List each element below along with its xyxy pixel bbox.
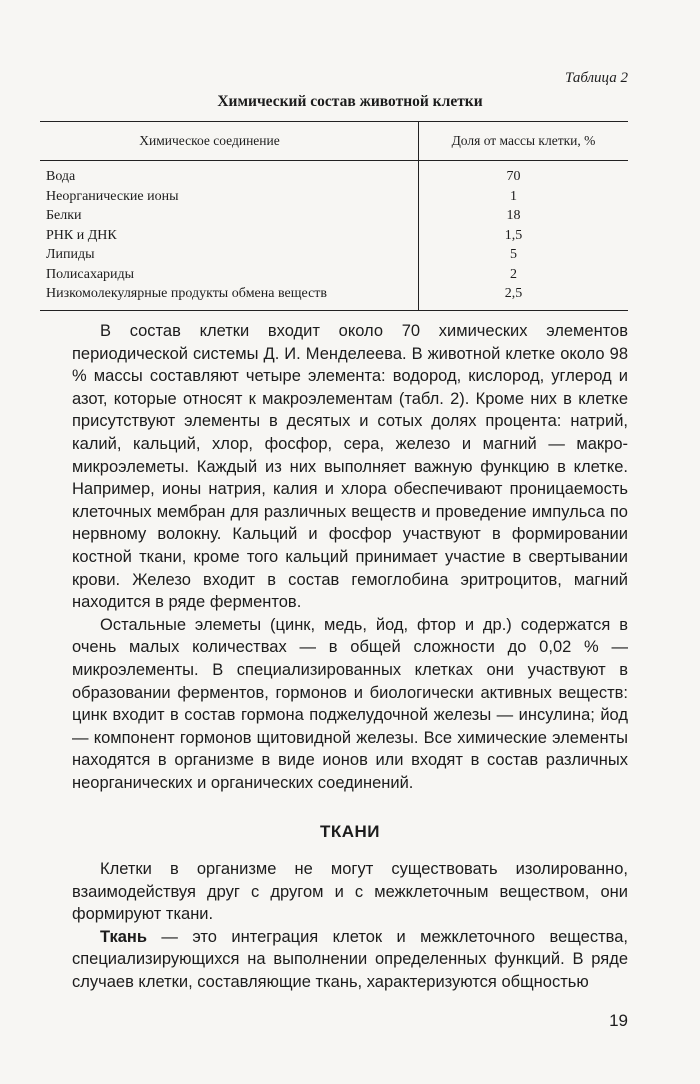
mass-share: 2,5 — [419, 284, 629, 310]
mass-share: 5 — [510, 247, 517, 262]
table-title: Химический состав животной клетки — [217, 93, 483, 110]
mass-share: 70 — [506, 169, 521, 184]
mass-share: 1,5 — [504, 227, 523, 243]
mass-share: 18 — [506, 208, 521, 223]
table-row — [40, 265, 628, 285]
compound-name: РНК и ДНК — [40, 226, 419, 246]
mass-share: 2 — [510, 266, 517, 282]
paragraph-elements: В состав клетки входит около 70 химических элементов периодической системы Д. И. Менделеева. В животной клетке около 98 % массы составляют четыре элемента: водород, кислород, углерод и азот, которые относят к макроэлементам (табл. 2). Кроме них в клетке присутствуют элементы в десятых и сотых долях процента: натрий, калий, кальций, хлор, фосфор, сера, железо и магний — макро-микроэлеметы. Каждый из них выполняет важную функцию в клетке. Например, ионы натрия, калия и хлора обеспечивают проницаемость клеточных мембран для различных веществ и проведение импульса по нервному волокну. Кальций и фосфор участвуют в формировании костной ткани, кроме того кальций принимает участие в свертывании крови. Железо входит в состав гемоглобина эритроцитов, магний находится в ряде ферментов. — [72, 322, 628, 612]
definition-text: — это интеграция клеток и межклеточного вещества, специализирующихся на выполнении определенных функций. В ряде случаев клетки, составляющие ткань, характеризуются общностью — [72, 927, 628, 991]
compound-name: Низкомолекулярные продукты обмена веществ — [40, 284, 419, 310]
chemical-composition-table — [40, 121, 628, 311]
section-heading: ТКАНИ — [319, 822, 381, 841]
compound-name: Липиды — [40, 245, 419, 265]
compound-name: Полисахариды — [40, 265, 419, 285]
table-row — [40, 161, 628, 187]
table-label: Таблица 2 — [565, 70, 628, 86]
table-row — [40, 187, 628, 207]
mass-share: 1 — [510, 188, 517, 204]
table-row — [40, 206, 628, 226]
section-body-text — [72, 858, 628, 994]
paragraph-microelements: Остальные элеметы (цинк, медь, йод, фтор и др.) содержатся в очень малых количествах — в общей сложности до 0,02 % — микроэлементы. В специализированных клетках они участвуют в образовании ферментов, гормонов и биологически активных веществ: цинк входит в состав гормона поджелудочной железы — инсулина; йод — компонент гормонов щитовидной железы. Все химические элементы находятся в организме в виде ионов или входят в состав различных неорганических и органических соединений. — [72, 615, 628, 792]
compound-name: Неорганические ионы — [40, 187, 419, 207]
compound-name: Вода — [40, 161, 419, 187]
body-text — [72, 320, 628, 794]
column-header-mass-share: Доля от массы клетки, % — [419, 122, 629, 161]
table-row — [40, 226, 628, 246]
table-row — [40, 245, 628, 265]
page-number: 19 — [609, 1011, 628, 1030]
paragraph-tissues-intro: Клетки в организме не могут существовать изолированно, взаимодействуя друг с другом и с межклеточным веществом, они формируют ткани. — [72, 860, 628, 924]
table-row — [40, 284, 628, 310]
term-tissue: Ткань — [100, 927, 147, 946]
column-header-compound: Химическое соединение — [40, 122, 419, 161]
paragraph-tissue-definition — [72, 926, 628, 994]
compound-name: Белки — [40, 206, 419, 226]
